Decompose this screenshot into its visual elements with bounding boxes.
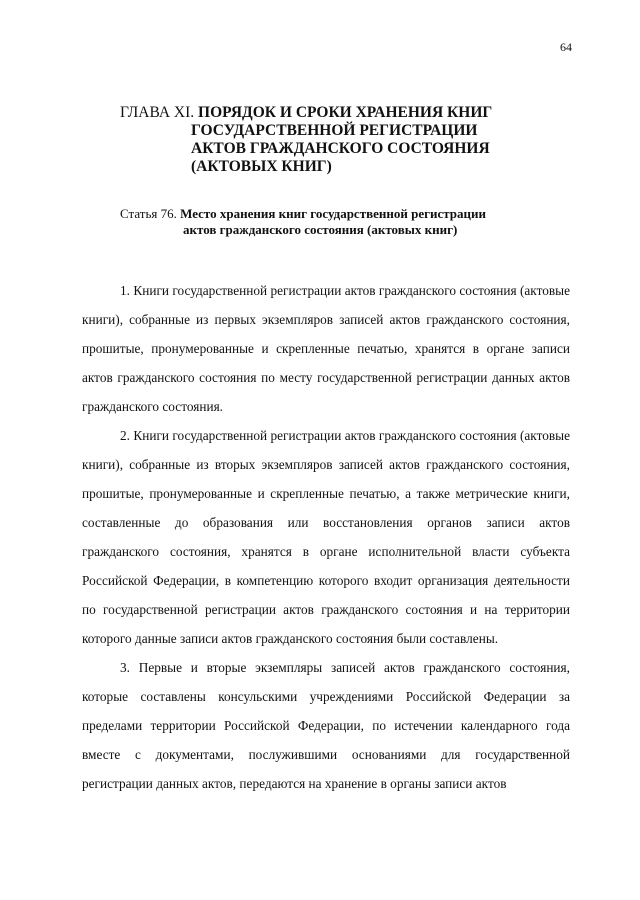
- paragraph-2: 2. Книги государственной регистрации актов гражданского состояния (актовые книги), собранные из вторых экземпляров записей актов гражданского состояния, прошитые, пронумерованные и скрепленные печатью, а также метрические книги, составленные до образования или восстановления органов записи актов гражданского состояния, хранятся в органе исполнительной власти субъекта Российской Федерации, в компетенцию которого входит организация деятельности по государственной регистрации актов гражданского состояния и на территории которого данные записи актов гражданского состояния были составлены.: [82, 428, 570, 646]
- article-title-line-1: Место хранения книг государственной регистрации: [180, 206, 487, 221]
- chapter-title-line-3: АКТОВ ГРАЖДАНСКОГО СОСТОЯНИЯ: [191, 140, 490, 157]
- chapter-heading: [120, 104, 560, 176]
- page-number: 64: [560, 40, 572, 54]
- chapter-number: ГЛАВА XI.: [120, 104, 195, 121]
- article-number: Статья 76.: [120, 206, 177, 221]
- article-heading: [120, 206, 560, 238]
- article-body: [82, 276, 570, 798]
- chapter-title-line-2: ГОСУДАРСТВЕННОЙ РЕГИСТРАЦИИ: [191, 122, 478, 139]
- chapter-title-line-4: (АКТОВЫХ КНИГ): [191, 158, 332, 175]
- paragraph-1: 1. Книги государственной регистрации актов гражданского состояния (актовые книги), собранные из первых экземпляров записей актов гражданского состояния, прошитые, пронумерованные и скрепленные печатью, хранятся в органе записи актов гражданского состояния по месту государственной регистрации данных актов гражданского состояния.: [82, 283, 570, 414]
- paragraph-3: 3. Первые и вторые экземпляры записей актов гражданского состояния, которые составлены консульскими учреждениями Российской Федерации за пределами территории Российской Федерации, по истечении календарного года вместе с документами, послужившими основаниями для государственной регистрации данных актов, передаются на хранение в органы записи актов: [82, 660, 570, 791]
- article-title-line-2: актов гражданского состояния (актовых книг): [183, 222, 458, 237]
- chapter-title-line-1: ПОРЯДОК И СРОКИ ХРАНЕНИЯ КНИГ: [198, 104, 493, 121]
